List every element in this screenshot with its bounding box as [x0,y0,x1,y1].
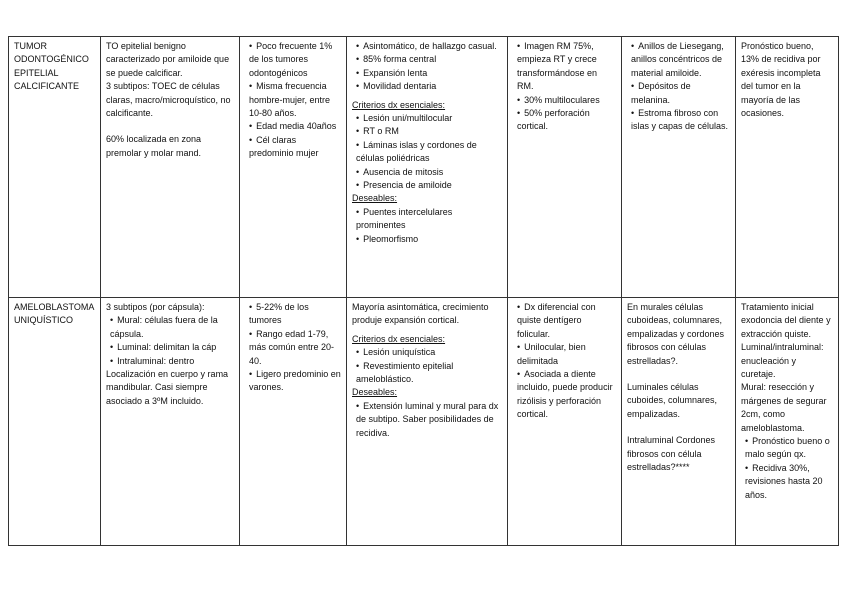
list-item: • Dx diferencial con quiste dentígero folicular. [513,301,616,341]
list-item: • Láminas islas y cordones de células poliédricas [352,139,502,166]
list-item: • Puentes intercelulares prominentes [352,206,502,233]
histology-cell [622,37,736,298]
list-item: • Edad media 40años [245,120,341,133]
list-item: • Estroma fibroso con islas y capas de células. [627,107,730,134]
table-row [9,37,839,298]
list-item: • Imagen RM 75%, empieza RT y crece transformándose en RM. [513,40,616,94]
list-item: • Ligero predominio en varones. [245,368,341,395]
epidemiology-cell [240,37,347,298]
list-item: • Lesión uni/multilocular [352,112,502,125]
prognosis-text: Tratamiento inicial exodoncia del diente y extracción quiste. Luminal/intraluminal: enucleación y curetaje. [741,302,831,380]
imaging-cell [508,37,622,298]
clinical-cell [347,37,508,298]
list-item: • 30% multiloculares [513,94,616,107]
list-item: • Extensión luminal y mural para dx de subtipo. Saber posibilidades de recidiva. [352,400,502,440]
list-item: • 5-22% de los tumores [245,301,341,328]
list-item: • Revestimiento epitelial ameloblástico. [352,360,502,387]
definition-cell [101,37,240,298]
list-item: • Asociada a diente incluido, puede producir rizólisis y perforación cortical. [513,368,616,422]
list-item: • Pronóstico bueno o malo según qx. [741,435,833,462]
list-item: • Lesión uniquística [352,346,502,359]
definition-text: Localización en cuerpo y rama mandibular. Casi siempre asociado a 3ºM incluido. [106,369,229,406]
table-row [9,298,839,546]
list-item: • Luminal: delimitan la cáp [106,341,234,354]
list-item: • Unilocular, bien delimitada [513,341,616,368]
list-item: • Rango edad 1-79, más común entre 20-40. [245,328,341,368]
comparison-table [8,36,839,546]
list-item: • Poco frecuente 1% de los tumores odontogénicos [245,40,341,80]
list-item: • Depósitos de melanina. [627,80,730,107]
list-item: • Pleomorfismo [352,233,502,246]
list-item: • Asintomático, de hallazgo casual. [352,40,502,53]
histology-text: En murales células cuboideas, columnares, empalizadas y cordones fibrosos con células estrelladas?. [627,302,725,366]
prognosis-text: Pronóstico bueno, 13% de recidiva por exéresis incompleta del tumor en la mayoría de las ocasiones. [741,41,821,119]
clinical-cell [347,298,508,546]
clinical-text: Mayoría asintomática, crecimiento produje expansión cortical. [352,302,489,326]
section-heading: Criterios dx esenciales: [352,333,446,344]
definition-text: 3 subtipos: TOEC de células claras, macro/microquístico, no calcificante. [106,81,231,119]
definition-text: TO epitelial benigno caracterizado por amiloide que se puede calcificar. [106,41,230,78]
list-item: • Misma frecuencia hombre-mujer, entre 10-80 años. [245,80,341,120]
list-item: • Presencia de amiloide [352,179,502,192]
prognosis-cell [736,37,839,298]
list-item: • Anillos de Liesegang, anillos concéntricos de material amiloide. [627,40,730,80]
section-heading: Criterios dx esenciales: [352,99,446,110]
section-heading: Deseables: [352,193,398,204]
histology-text: Intraluminal Cordones fibrosos con célula estrelladas?**** [627,435,716,473]
prognosis-cell [736,298,839,546]
definition-text: 3 subtipos (por cápsula): [106,302,205,312]
definition-cell [101,298,240,546]
list-item: • Cél claras predominio mujer [245,134,341,161]
list-item: • Mural: células fuera de la cápsula. [106,314,234,341]
tumor-name: TUMOR ODONTOGÉNICO EPITELIAL CALCIFICANTE [14,41,89,92]
definition-text: 60% localizada en zona premolar y molar mand. [106,134,202,158]
list-item: • Ausencia de mitosis [352,166,502,179]
epidemiology-cell [240,298,347,546]
list-item: • Movilidad dentaria [352,80,502,93]
tumor-name-cell [9,37,101,298]
list-item: • Recidiva 30%, revisiones hasta 20 años. [741,462,833,502]
section-heading: Deseables: [352,387,398,398]
histology-cell [622,298,736,546]
prognosis-text: Mural: resección y márgenes de segurar 2cm, como ameloblastoma. [741,382,827,433]
imaging-cell [508,298,622,546]
list-item: • Expansión lenta [352,67,502,80]
tumor-name: AMELOBLASTOMA UNIQUÍSTICO [14,302,94,326]
list-item: • Intraluminal: dentro [106,355,234,368]
list-item: • 85% forma central [352,53,502,66]
list-item: • 50% perforación cortical. [513,107,616,134]
tumor-name-cell [9,298,101,546]
list-item: • RT o RM [352,125,502,138]
histology-text: Luminales células cuboides, columnares, empalizadas. [627,382,718,419]
